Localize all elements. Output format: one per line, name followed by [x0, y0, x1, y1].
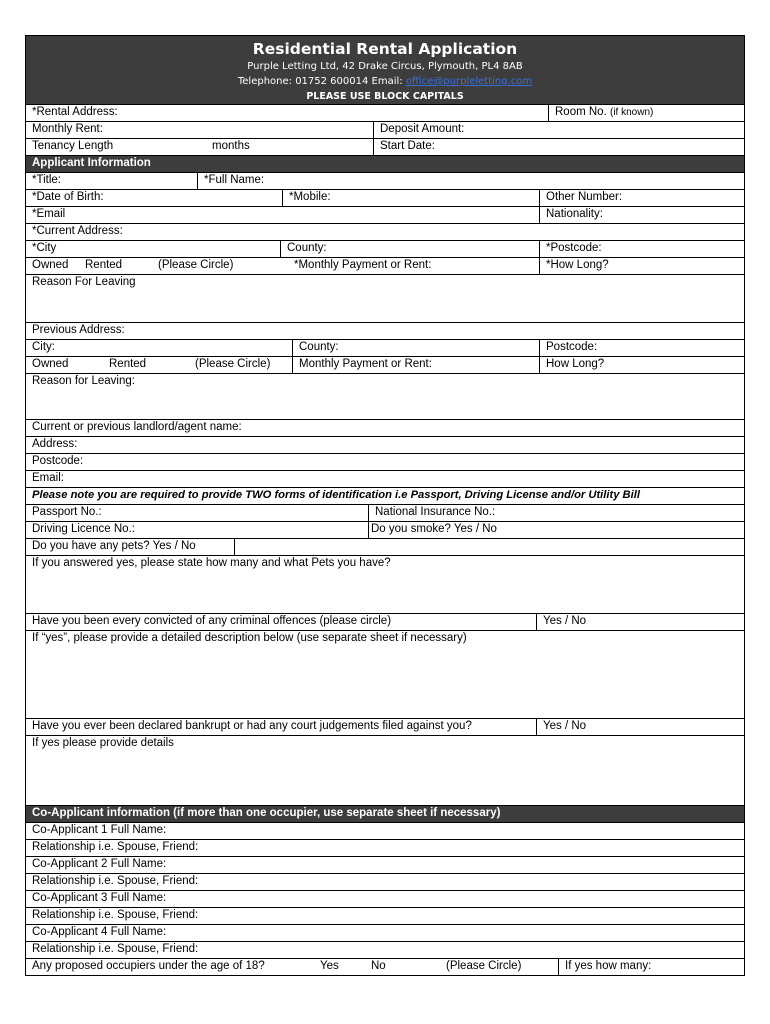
current-address-field[interactable]: *Current Address: [32, 225, 123, 237]
telephone-label: Telephone: 01752 600014 Email: [237, 76, 403, 87]
coapplicant-row [26, 890, 744, 907]
rental-application-form [25, 35, 745, 976]
tenancy-row [26, 138, 744, 155]
landlord-postcode-row [26, 453, 744, 470]
months-label: months [212, 140, 250, 152]
criminal-answer[interactable]: Yes / No [536, 614, 744, 630]
criminal-detail-field[interactable]: If “yes”, please provide a detailed description below (use separate sheet if necessary) [32, 632, 467, 644]
city-field[interactable]: *City [32, 242, 57, 254]
owned-option[interactable]: Owned [32, 259, 69, 271]
coapplicant-1-relationship-field[interactable]: Relationship i.e. Spouse, Friend: [32, 841, 199, 853]
form-header [26, 36, 744, 104]
nationality-field[interactable]: Nationality: [539, 207, 744, 223]
county-field[interactable]: County: [280, 241, 539, 257]
under18-yes-option[interactable]: Yes [320, 960, 339, 972]
passport-row [26, 504, 744, 521]
previous-monthly-payment-field[interactable]: Monthly Payment or Rent: [292, 357, 539, 373]
applicant-section-title: Applicant Information [32, 157, 151, 169]
current-address-row [26, 223, 744, 240]
ownership-field[interactable] [26, 258, 288, 274]
previous-how-long-field[interactable]: How Long? [539, 357, 744, 373]
dob-field[interactable]: *Date of Birth: [32, 191, 104, 203]
monthly-rent-row [26, 121, 744, 138]
full-name-field[interactable]: *Full Name: [197, 173, 744, 189]
pets-detail-row [26, 555, 744, 613]
previous-owned-option[interactable]: Owned [32, 358, 69, 370]
bankrupt-row [26, 718, 744, 735]
criminal-detail-row [26, 630, 744, 718]
reason-leaving-field[interactable]: Reason For Leaving [32, 276, 136, 288]
company-contact [26, 76, 744, 87]
landlord-address-field[interactable]: Address: [32, 438, 78, 450]
email-link[interactable]: office@purpleletting.com [405, 76, 533, 87]
previous-reason-field[interactable]: Reason for Leaving: [32, 375, 135, 387]
rented-option[interactable]: Rented [85, 259, 123, 271]
under18-question: Any proposed occupiers under the age of 18? [32, 960, 265, 972]
coapplicant-row [26, 822, 744, 839]
previous-county-field[interactable]: County: [292, 340, 539, 356]
identification-notice-row [26, 487, 744, 504]
tenancy-length-label: Tenancy Length [32, 140, 114, 152]
pets-row [26, 538, 744, 555]
coapplicant-row [26, 941, 744, 958]
coapplicant-2-relationship-field[interactable]: Relationship i.e. Spouse, Friend: [32, 875, 199, 887]
driving-licence-field[interactable]: Driving Licence No.: [32, 523, 135, 535]
coapplicant-2-name-field[interactable]: Co-Applicant 2 Full Name: [32, 858, 167, 870]
tenancy-length-field[interactable] [26, 139, 373, 155]
bankrupt-answer[interactable]: Yes / No [536, 719, 744, 735]
landlord-name-row [26, 419, 744, 436]
previous-rented-option[interactable]: Rented [109, 358, 147, 370]
coapplicant-1-name-field[interactable]: Co-Applicant 1 Full Name: [32, 824, 167, 836]
email-row [26, 206, 744, 223]
coapplicant-row [26, 873, 744, 890]
ni-field[interactable]: National Insurance No.: [368, 505, 744, 521]
applicant-section-header [26, 155, 744, 172]
room-no-label: Room No. [555, 106, 607, 118]
previous-address-field[interactable]: Previous Address: [32, 324, 125, 336]
please-circle-label: (Please Circle) [158, 259, 234, 271]
title-field[interactable]: *Title: [32, 174, 61, 186]
coapplicant-4-name-field[interactable]: Co-Applicant 4 Full Name: [32, 926, 167, 938]
deposit-amount-field[interactable]: Deposit Amount: [373, 122, 744, 138]
under18-row [26, 958, 744, 975]
ownership-row [26, 257, 744, 274]
coapplicant-3-name-field[interactable]: Co-Applicant 3 Full Name: [32, 892, 167, 904]
dob-row [26, 189, 744, 206]
email-field[interactable]: *Email [32, 208, 66, 220]
pets-blank-cell [234, 539, 744, 555]
previous-reason-row [26, 373, 744, 419]
monthly-rent-field[interactable]: Monthly Rent: [32, 123, 103, 135]
coapplicant-3-relationship-field[interactable]: Relationship i.e. Spouse, Friend: [32, 909, 199, 921]
room-no-hint: (if known) [609, 107, 654, 118]
landlord-email-row [26, 470, 744, 487]
bankrupt-detail-row [26, 735, 744, 805]
under18-how-many-field[interactable]: If yes how many: [558, 959, 744, 975]
coapplicant-row [26, 856, 744, 873]
previous-postcode-field[interactable]: Postcode: [539, 340, 744, 356]
previous-ownership-row [26, 356, 744, 373]
rental-address-row [26, 104, 744, 121]
under18-field[interactable] [26, 959, 558, 975]
block-capitals-instruction: PLEASE USE BLOCK CAPITALS [306, 91, 464, 102]
previous-address-row [26, 322, 744, 339]
smoke-field[interactable]: Do you smoke? Yes / No [368, 522, 744, 538]
driving-row [26, 521, 744, 538]
company-address: Purple Letting Ltd, 42 Drake Circus, Plymouth, PL4 8AB [247, 61, 523, 72]
coapplicant-4-relationship-field[interactable]: Relationship i.e. Spouse, Friend: [32, 943, 199, 955]
criminal-row [26, 613, 744, 630]
landlord-email-field[interactable]: Email: [32, 472, 64, 484]
other-number-field[interactable]: Other Number: [539, 190, 744, 206]
landlord-postcode-field[interactable]: Postcode: [32, 455, 84, 467]
under18-no-option[interactable]: No [371, 960, 386, 972]
pets-field[interactable]: Do you have any pets? Yes / No [32, 540, 196, 552]
bankrupt-question: Have you ever been declared bankrupt or had any court judgements filed against you? [32, 720, 472, 732]
title-row [26, 172, 744, 189]
start-date-field[interactable]: Start Date: [373, 139, 744, 155]
under18-please-circle-label: (Please Circle) [446, 960, 522, 972]
previous-please-circle-label: (Please Circle) [195, 358, 271, 370]
previous-ownership-field[interactable] [26, 357, 292, 373]
monthly-payment-field[interactable]: *Monthly Payment or Rent: [294, 259, 432, 271]
room-no-field[interactable] [548, 105, 744, 121]
reason-leaving-row [26, 274, 744, 322]
postcode-field[interactable]: *Postcode: [539, 241, 744, 257]
previous-city-row [26, 339, 744, 356]
rental-address-field[interactable]: *Rental Address: [32, 106, 118, 118]
coapplicant-row [26, 924, 744, 941]
city-row [26, 240, 744, 257]
mobile-field[interactable]: *Mobile: [282, 190, 539, 206]
identification-notice: Please note you are required to provide TWO forms of identification i.e Passport, Driving License and/or Utility Bill [32, 489, 640, 501]
pets-detail-field[interactable]: If you answered yes, please state how many and what Pets you have? [32, 557, 391, 569]
bankrupt-detail-field[interactable]: If yes please provide details [32, 737, 174, 749]
criminal-question: Have you been every convicted of any criminal offences (please circle) [32, 615, 392, 627]
form-title: Residential Rental Application [252, 40, 518, 58]
passport-field[interactable]: Passport No.: [32, 506, 102, 518]
how-long-field[interactable]: *How Long? [539, 258, 744, 274]
previous-city-field[interactable]: City: [32, 341, 55, 353]
coapplicant-row [26, 907, 744, 924]
landlord-address-row [26, 436, 744, 453]
landlord-name-field[interactable]: Current or previous landlord/agent name: [32, 421, 242, 433]
coapplicant-section-header [26, 805, 744, 822]
coapplicant-section-title: Co-Applicant information (if more than one occupier, use separate sheet if necessary) [32, 807, 501, 819]
coapplicant-row [26, 839, 744, 856]
